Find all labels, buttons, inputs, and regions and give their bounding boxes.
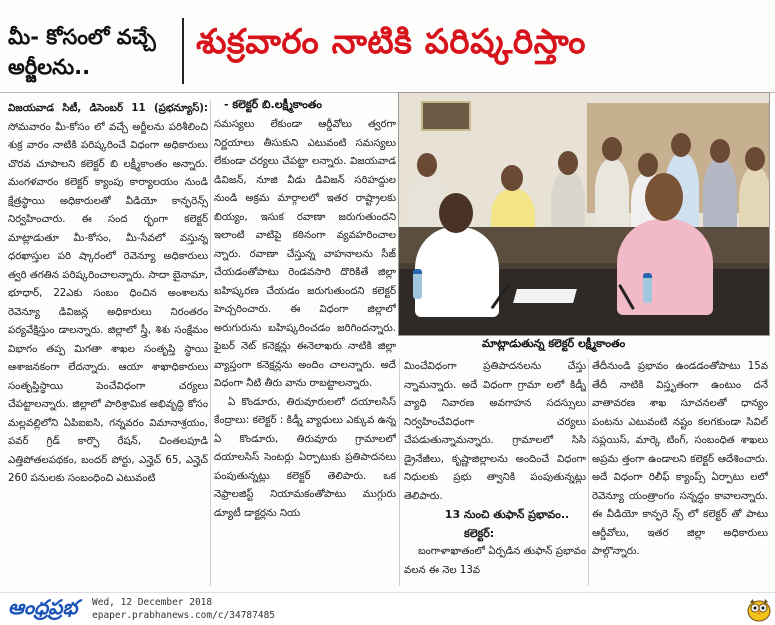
- photo-paper: [513, 289, 577, 303]
- owl-icon: [746, 596, 772, 622]
- photo-caption: మాట్లాడుతున్న కలెక్టర్ లక్ష్మీకాంతం: [482, 337, 626, 350]
- meeting-photo: [398, 92, 770, 336]
- column-4-text: తేదీనుండి ప్రభావం ఉండడంతోపాటు 15వ తేదీ నాటికి విస్తృతంగా ఉంటుం దనే వాతావరణ శాఖ సూచనలతో ధాన్యం పంటను ఎటువంటి నష్టం కలగకుండా సివిల్ సప్లయిస్, మార్కె టింగ్, సంబంధిత శాఖలు అప్రమ త్తంగా ఉండాలని కలెక్టర్ ఆదేశించారు. అదే విధంగా రిలీఫ్ క్యాంప్స్ ఏర్పాటు లలో రెవెన్యూ యంత్రాంగం సన్నద్ధం కావాలన్నారు. ఈ వీడియో కాన్ఫరె న్స్ లో కలెక్టర్ తో పాటు ఆర్డీవోలు, ఇతర జిల్లా అధికారులు పాల్గొన్నారు.: [592, 361, 768, 557]
- column-divider: [588, 358, 589, 586]
- photo-bottle: [643, 273, 652, 303]
- article-column-3: [404, 358, 586, 586]
- column-3-text: మించేవిధంగా ప్రతిపాదనలను చేస్తు న్నామన్నారు. అదే విధంగా గ్రామా లలో కిడ్నీ వ్యాధి నివారణ అవగాహన సదస్సులు నిర్వహించేవిధంగా చర్యలు చేపడుతున్నామన్నారు. గ్రామాలలో సిసి డ్రైనేజీలు, కృష్ణాజిల్లాలను అందించే విధంగా నిధులకు ప్రభు త్వానికి పంపుతున్నట్లు తెలిపారు.: [404, 361, 586, 502]
- photo-person-head: [671, 133, 691, 157]
- photo-official-left: [415, 227, 499, 317]
- column-1-text: సోమవారం మీ-కోసం లో వచ్చే అర్జీలను పరిశీలించి శుక్ర వారం నాటికి పరిష్కరించే విధంగా అధికారులు చొరవ చూపాలని కలెక్టర్ బి లక్ష్మీకాంతం అన్నారు. మంగళవారం కలెక్టర్ క్యాంపు కార్యాలయం నుండి క్షేత్రస్థాయి అధికారులతో వీడియో కాన్ఫరెన్స్ నిర్వహించారు. ఈ సంద ర్భంగా కలెక్టర్ మాట్లాడుతూ మీ-కోసం, మీ-సేవలో వస్తున్న ధరఖాస్తుల పరి ష్కారంలో రెవెన్యూ అధికారులు త్వరి తగతిన పరిష్కరించాలన్నారు. సాదా బైనామా, భూధార్, 22ఎకు సంబం ధించిన అంశాలను రెవెన్యూ డివిజన్ల అధికారులు నిరంతరం పర్యవేక్షిస్తుం డాలన్నారు. జిల్లాలో స్త్రీ, శిశు సంక్షేమం విభాగం తప్ప మిగతా శాఖల సంతృప్తి స్థాయి ఆశాజనకంగా లేదన్నారు. ఆయా శాఖాధికారులు సంతృప్తిస్థాయి పెంచేవిధంగా చర్యలు చేపట్టాలన్నారు. జిల్లాలో పారిశ్రామిక అభివృద్ధి కోసం మల్లవల్లిలోని ఏపిఐఐసి, గన్నవరం విమానాశ్రయం, పవర్ గ్రిడ్ కార్పొ రేషన్, చింతలపూడి ఎత్తిపోతలపథకం, బందర్ పోర్టు, ఎన్హెచ్ 65, ఎన్హెచ్ 260 పనులకు సంబంధించి ఎటువంటి: [8, 121, 208, 484]
- edition-date: Wed, 12 December 2018: [92, 597, 213, 608]
- photo-person-head: [558, 151, 578, 175]
- kicker-text: మీ- కోసంలో వచ్చే అర్జీలను..: [8, 25, 156, 80]
- photo-collector: [617, 219, 713, 315]
- column-divider: [210, 100, 211, 586]
- photo-person-head: [501, 165, 523, 191]
- publisher-logo: ఆంధ్రప్రభ: [8, 595, 78, 619]
- column-2-text: సమస్యలు లేకుండా ఆర్డీవోలు త్వరగా నిర్ణయాలు తీసుకుని ఎటువంటి సమస్యలు లేకుండా చర్యలు చేపట్టా లన్నారు. విజయవాడ డివిజన్, నూజి వీడు డివిజన్ సరిహద్దుల నుండి అక్రమ మార్గాలలో ఇతర రాష్ట్రాలకు బియ్యం, ఇసుక రవాణా జరుగుతుందని ఇలాంటి వాటిపై కఠినంగా వ్యవహరించాల న్నారు. రవాణా చేస్తున్న వాహనాలను సీజ్ చేయడంతోపాటు రెండవసారి దొరికితే జిల్లా బహిష్కరణ చేయడం జరుగుతుందని కలెక్టర్ హెచ్చరించారు. ఈ విధంగా జిల్లాలో అరుగురును బహిష్కరించడం జరిగిందన్నారు. ఫైబర్ నెట్ కనెక్షన్లు ఈనెలాఖరు నాటికి జిల్లా వ్యాప్తంగా కనెక్షన్లను అందిం చాలన్నారు. అదే విధంగా నీటి తీరు వాను రాబట్టాలన్నారు.: [214, 119, 396, 389]
- subhead-collector: కలెక్టర్:: [464, 526, 495, 540]
- photo-person-head: [710, 139, 730, 163]
- column-3-text-b: బంగాళాఖాతంలో ఏర్పడిన తుఫాన్ ప్రభావం వలన ఈ నెల 13వ: [404, 546, 586, 576]
- dateline: విజయవాడ సిటీ, డిసెంబర్ 11 (ప్రభన్యూస్):: [8, 103, 208, 114]
- photo-person-head: [638, 153, 658, 177]
- photo-person: [595, 159, 629, 229]
- photo-person-head: [602, 137, 622, 161]
- epaper-url[interactable]: epaper.prabhanews.com/c/34787485: [92, 610, 276, 621]
- article-column-4: [592, 358, 768, 586]
- photo-collector-head: [645, 173, 683, 221]
- article-column-2: [214, 116, 396, 586]
- byline: - కలెక్టర్ బి.లక్ష్మీకాంతం: [224, 98, 322, 111]
- photo-wall-frame: [421, 101, 471, 131]
- column-2-text-b: ఏ కొండూరు, తిరువూరులలో దయాలసిస్ కేంద్రాలు: కలెక్టర్ : కిడ్నీ వ్యాధులు ఎక్కువ ఉన్న ఏ కొండూరు, తిరువూరు గ్రామాలలో దయాలసిస్ సెంటర్లు ఏర్పాటుకు ప్రతిపాదనలు పంపుతున్నట్లు కలెక్టర్ తెలిపారు. ఒక నెఫ్రాలజిస్ట్ నియామకంతోపాటు ముగ్గురు డ్యూటీ డాక్టర్లను నియ: [214, 396, 396, 519]
- subhead-cyclone: 13 నుంచి తుఫాన్ ప్రభావం..: [444, 508, 570, 521]
- article-column-1: [8, 100, 208, 586]
- column-divider: [399, 358, 400, 586]
- footer-bar: [0, 592, 775, 625]
- photo-person: [703, 159, 737, 233]
- photo-person-head: [417, 153, 437, 177]
- headline: శుక్రవారం నాటికి పరిష్కరిస్తాం: [196, 22, 586, 62]
- photo-bottle: [413, 269, 422, 299]
- photo-official-left-head: [439, 193, 473, 233]
- photo-person-head: [745, 147, 765, 171]
- kicker-divider: [182, 18, 184, 84]
